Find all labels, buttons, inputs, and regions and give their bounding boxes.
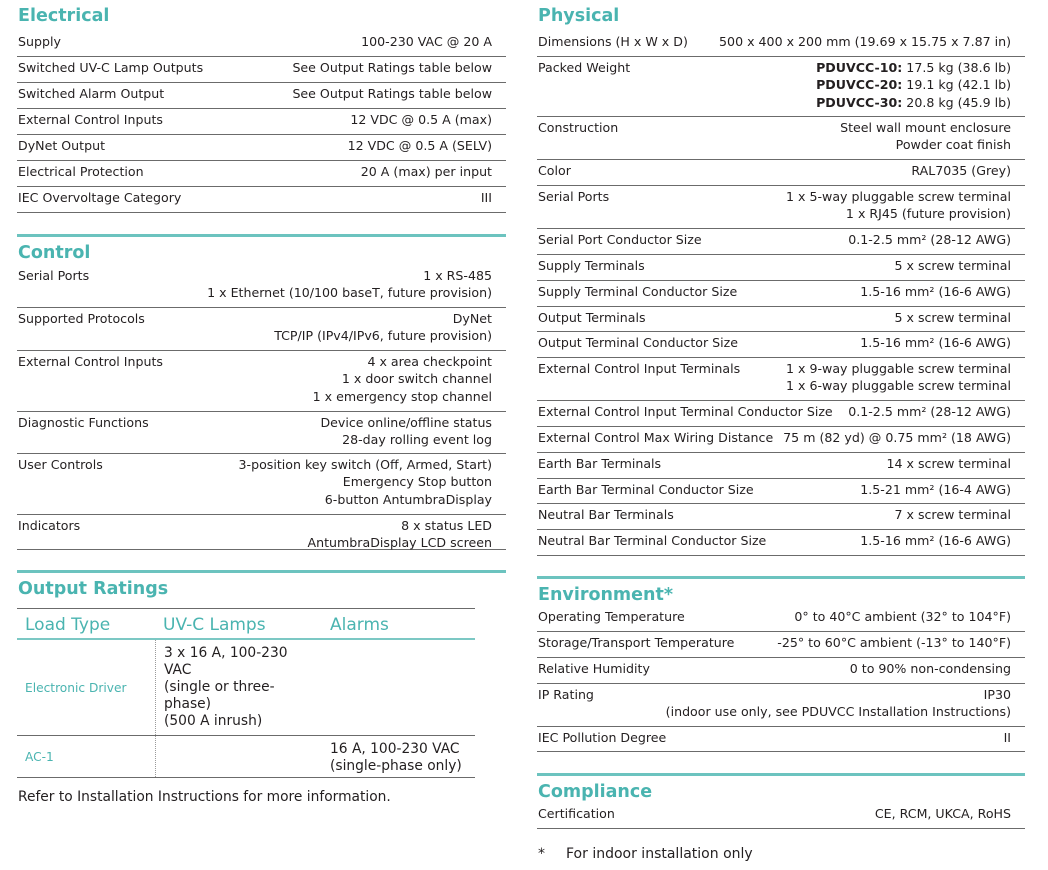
spec-value-line: 0° to 40°C ambient (32° to 104°F) xyxy=(794,609,1011,624)
spec-label: Earth Bar Terminals xyxy=(538,456,662,471)
packed-weight-line xyxy=(816,76,1011,93)
spec-value xyxy=(207,267,506,302)
spec-label: Switched Alarm Output xyxy=(18,86,165,101)
spec-label: Earth Bar Terminal Conductor Size xyxy=(538,482,754,497)
output-ratings-row xyxy=(17,640,475,736)
spec-value-line: TCP/IP (IPv4/IPv6, future provision) xyxy=(274,328,492,344)
output-ratings-header-row xyxy=(17,609,475,640)
spec-value xyxy=(313,353,506,405)
load-type-cell: Electronic Driver xyxy=(25,680,127,695)
spec-label: Supply Terminal Conductor Size xyxy=(538,284,738,299)
spec-value-line: 12 VDC @ 0.5 A (SELV) xyxy=(347,138,492,153)
spec-value xyxy=(850,660,1025,677)
uvc-lamps-cell xyxy=(155,736,322,777)
control-spec-table xyxy=(17,265,506,550)
electrical-spec-table xyxy=(17,31,506,213)
model-name: PDUVCC-10: xyxy=(816,60,903,75)
spec-value xyxy=(860,334,1025,351)
alarms-line: 16 A, 100-230 VAC xyxy=(330,741,460,757)
spec-value-line: III xyxy=(480,190,492,205)
spec-label: External Control Input Terminals xyxy=(538,361,741,376)
spec-value xyxy=(786,360,1025,395)
alarms-line: (single-phase only) xyxy=(330,758,462,774)
model-name: PDUVCC-20: xyxy=(816,77,903,93)
model-weight: 17.5 kg (38.6 lb) xyxy=(902,60,1011,75)
spec-row xyxy=(537,479,1025,504)
spec-value-line: 1 x emergency stop channel xyxy=(312,388,492,404)
footnote-text: For indoor installation only xyxy=(566,846,753,862)
spec-label: Diagnostic Functions xyxy=(18,415,149,430)
spec-row xyxy=(17,57,506,83)
spec-value xyxy=(794,608,1025,625)
spec-row xyxy=(537,358,1025,401)
uvc-lamps-line: VAC xyxy=(164,662,192,678)
spec-label: Output Terminal Conductor Size xyxy=(538,335,739,350)
spec-row xyxy=(537,229,1025,255)
spec-value-line: 1 x 9-way pluggable screw terminal xyxy=(786,361,1011,376)
spec-value xyxy=(848,231,1025,248)
spec-value-line: 3-position key switch (Off, Armed, Start) xyxy=(238,457,492,472)
left-column xyxy=(17,0,506,805)
spec-value xyxy=(786,188,1025,223)
uvc-lamps-cell xyxy=(155,640,322,735)
spec-label: Indicators xyxy=(18,518,81,533)
uvc-lamps-line: (500 A inrush) xyxy=(164,713,263,729)
spec-value xyxy=(308,517,506,552)
spec-label: Supply xyxy=(18,34,61,49)
spec-row xyxy=(17,515,506,550)
uvc-lamps-line: phase) xyxy=(164,696,212,712)
uvc-lamps-header: UV-C Lamps xyxy=(163,615,266,635)
spec-value xyxy=(840,119,1025,154)
spec-label: Packed Weight xyxy=(538,60,631,75)
spec-row xyxy=(537,606,1025,632)
control-section-title: Control xyxy=(18,243,91,263)
spec-value xyxy=(777,634,1025,651)
spec-row xyxy=(537,186,1025,229)
spec-value-line: Steel wall mount enclosure xyxy=(840,120,1011,135)
spec-value-line: -25° to 60°C ambient (-13° to 140°F) xyxy=(777,635,1011,650)
spec-row xyxy=(17,187,506,213)
spec-row xyxy=(17,31,506,57)
spec-value xyxy=(894,506,1025,523)
spec-row xyxy=(537,684,1025,727)
spec-row xyxy=(17,454,506,515)
spec-row xyxy=(17,351,506,412)
spec-value xyxy=(860,532,1025,549)
spec-value-line: AntumbraDisplay LCD screen xyxy=(307,535,492,551)
spec-label: Output Terminals xyxy=(538,310,646,325)
spec-label: External Control Inputs xyxy=(18,112,163,127)
spec-value-line: 5 x screw terminal xyxy=(894,310,1011,325)
packed-weight-line xyxy=(816,59,1011,76)
spec-value-line: 5 x screw terminal xyxy=(894,258,1011,273)
uvc-lamps-line: 3 x 16 A, 100-230 xyxy=(164,645,288,661)
spec-value xyxy=(361,163,506,180)
spec-value xyxy=(860,283,1025,300)
spec-label: Serial Port Conductor Size xyxy=(538,232,702,247)
spec-value xyxy=(894,309,1025,326)
spec-row xyxy=(537,803,1025,829)
spec-value-line: 7 x screw terminal xyxy=(894,507,1011,522)
spec-value-line: See Output Ratings table below xyxy=(292,60,492,75)
spec-value xyxy=(666,686,1025,721)
spec-row xyxy=(537,117,1025,160)
spec-row xyxy=(17,135,506,161)
spec-row xyxy=(537,632,1025,658)
physical-spec-table xyxy=(537,31,1025,556)
spec-row xyxy=(537,453,1025,479)
spec-value-line: 1 x door switch channel xyxy=(341,371,492,387)
alarms-header: Alarms xyxy=(330,615,389,635)
alarms-cell xyxy=(322,640,475,735)
spec-value xyxy=(911,162,1025,179)
spec-row xyxy=(537,160,1025,186)
spec-label: DyNet Output xyxy=(18,138,106,153)
spec-value xyxy=(783,429,1025,446)
physical-section-title: Physical xyxy=(538,6,620,26)
spec-value-line: 28-day rolling event log xyxy=(342,432,492,448)
spec-value-line: 0 to 90% non-condensing xyxy=(849,661,1011,676)
footnote-mark: * xyxy=(538,846,545,862)
spec-value-line: 1 x RS-485 xyxy=(423,268,492,283)
spec-row xyxy=(537,727,1025,752)
spec-value xyxy=(894,257,1025,274)
spec-row xyxy=(537,332,1025,358)
spec-row xyxy=(537,307,1025,332)
spec-value-line: Powder coat finish xyxy=(895,137,1011,153)
spec-row xyxy=(17,308,506,351)
spec-value-line: 4 x area checkpoint xyxy=(367,354,492,369)
spec-value xyxy=(1004,729,1025,746)
spec-value xyxy=(719,33,1025,50)
spec-row xyxy=(17,412,506,454)
uvc-lamps-line: (single or three- xyxy=(164,679,275,695)
packed-weight-line xyxy=(816,94,1011,111)
spec-value-line: 6-button AntumbraDisplay xyxy=(324,491,492,507)
spec-label: External Control Max Wiring Distance xyxy=(538,430,774,445)
spec-label: Dimensions (H x W x D) xyxy=(538,34,688,49)
output-ratings-table xyxy=(17,608,475,778)
right-column xyxy=(537,0,1025,862)
spec-value-line: IP30 xyxy=(983,687,1011,702)
output-ratings-row xyxy=(17,736,475,778)
spec-value-line: 1 x RJ45 (future provision) xyxy=(845,206,1011,222)
spec-value-line: 500 x 400 x 200 mm (19.69 x 15.75 x 7.87 in) xyxy=(719,34,1011,49)
spec-label: Neutral Bar Terminals xyxy=(538,507,674,522)
spec-label: IEC Pollution Degree xyxy=(538,730,667,745)
spec-label: Color xyxy=(538,163,571,178)
model-weight: 19.1 kg (42.1 lb) xyxy=(902,77,1011,93)
spec-value-line: 1.5-16 mm² (16-6 AWG) xyxy=(860,284,1011,299)
spec-value xyxy=(886,455,1025,472)
spec-value xyxy=(361,33,506,50)
spec-value xyxy=(239,456,506,508)
spec-value-line: See Output Ratings table below xyxy=(292,86,492,101)
spec-row xyxy=(17,83,506,109)
spec-row xyxy=(17,265,506,308)
spec-value-line: II xyxy=(1003,730,1011,745)
spec-value xyxy=(292,85,506,102)
spec-label: Switched UV-C Lamp Outputs xyxy=(18,60,204,75)
spec-label: Construction xyxy=(538,120,619,135)
spec-value-line: CE, RCM, UKCA, RoHS xyxy=(874,806,1011,821)
spec-row xyxy=(537,281,1025,307)
spec-value-line: 1.5-16 mm² (16-6 AWG) xyxy=(860,335,1011,350)
spec-label: Storage/Transport Temperature xyxy=(538,635,735,650)
spec-value-line: 8 x status LED xyxy=(401,518,492,533)
spec-value-line: 0.1-2.5 mm² (28-12 AWG) xyxy=(848,404,1011,419)
spec-value-line: Device online/offline status xyxy=(320,415,492,430)
indoor-footnote xyxy=(537,846,1025,862)
spec-row xyxy=(537,530,1025,556)
spec-value-line: 1.5-21 mm² (16-4 AWG) xyxy=(860,482,1011,497)
spec-label: IEC Overvoltage Category xyxy=(18,190,182,205)
spec-value-line: 20 A (max) per input xyxy=(360,164,492,179)
spec-label: Supply Terminals xyxy=(538,258,645,273)
spec-value-line: 75 m (82 yd) @ 0.75 mm² (18 AWG) xyxy=(783,430,1011,445)
spec-label: Neutral Bar Terminal Conductor Size xyxy=(538,533,767,548)
spec-label: Operating Temperature xyxy=(538,609,685,624)
spec-value-line: 12 VDC @ 0.5 A (max) xyxy=(350,112,492,127)
spec-row xyxy=(537,255,1025,281)
spec-label: Certification xyxy=(538,806,615,821)
load-type-header: Load Type xyxy=(25,615,111,635)
spec-label: User Controls xyxy=(18,457,103,472)
installation-note: Refer to Installation Instructions for more information. xyxy=(18,789,391,805)
spec-value-line: 0.1-2.5 mm² (28-12 AWG) xyxy=(848,232,1011,247)
spec-row xyxy=(537,57,1025,117)
spec-value-line: (indoor use only, see PDUVCC Installation Instructions) xyxy=(665,704,1011,720)
spec-value xyxy=(320,414,506,449)
spec-value-line: Emergency Stop button xyxy=(342,474,492,490)
spec-value-line: 1 x 6-way pluggable screw terminal xyxy=(786,378,1011,394)
spec-value xyxy=(348,137,506,154)
spec-value xyxy=(350,111,506,128)
electrical-section-title: Electrical xyxy=(18,6,110,26)
spec-value xyxy=(848,403,1025,420)
environment-spec-table xyxy=(537,606,1025,752)
spec-value-line: 1 x 5-way pluggable screw terminal xyxy=(786,189,1011,204)
spec-label: External Control Input Terminal Conductor Size xyxy=(538,404,833,419)
spec-label: External Control Inputs xyxy=(18,354,163,369)
alarms-cell xyxy=(322,736,475,777)
spec-row xyxy=(537,401,1025,427)
spec-label: IP Rating xyxy=(538,687,594,702)
spec-value-line: 14 x screw terminal xyxy=(886,456,1011,471)
spec-row xyxy=(17,109,506,135)
environment-section-title: Environment* xyxy=(538,585,674,605)
spec-value-line: 1 x Ethernet (10/100 baseT, future provision) xyxy=(207,285,492,301)
spec-row xyxy=(17,161,506,187)
output-ratings-section-title: Output Ratings xyxy=(18,579,169,599)
model-weight: 20.8 kg (45.9 lb) xyxy=(902,94,1011,110)
spec-value-line: 100-230 VAC @ 20 A xyxy=(361,34,492,49)
spec-label: Serial Ports xyxy=(18,268,90,283)
spec-row xyxy=(537,658,1025,684)
spec-label: Relative Humidity xyxy=(538,661,650,676)
spec-label: Electrical Protection xyxy=(18,164,144,179)
load-type-cell: AC-1 xyxy=(25,749,54,764)
spec-value xyxy=(875,805,1025,822)
spec-value xyxy=(860,481,1025,498)
model-name: PDUVCC-30: xyxy=(816,94,903,110)
spec-label: Serial Ports xyxy=(538,189,610,204)
spec-value xyxy=(292,59,506,76)
spec-value-line: DyNet xyxy=(452,311,492,326)
spec-value-line: RAL7035 (Grey) xyxy=(911,163,1011,178)
spec-row xyxy=(537,31,1025,57)
compliance-section-title: Compliance xyxy=(538,782,653,802)
spec-value xyxy=(816,59,1025,111)
spec-value xyxy=(274,310,506,345)
compliance-spec-table xyxy=(537,803,1025,829)
spec-label: Supported Protocols xyxy=(18,311,145,326)
spec-row xyxy=(537,427,1025,453)
spec-value xyxy=(481,189,506,206)
spec-value-line: 1.5-16 mm² (16-6 AWG) xyxy=(860,533,1011,548)
spec-row xyxy=(537,504,1025,530)
output-ratings-body xyxy=(17,640,475,778)
